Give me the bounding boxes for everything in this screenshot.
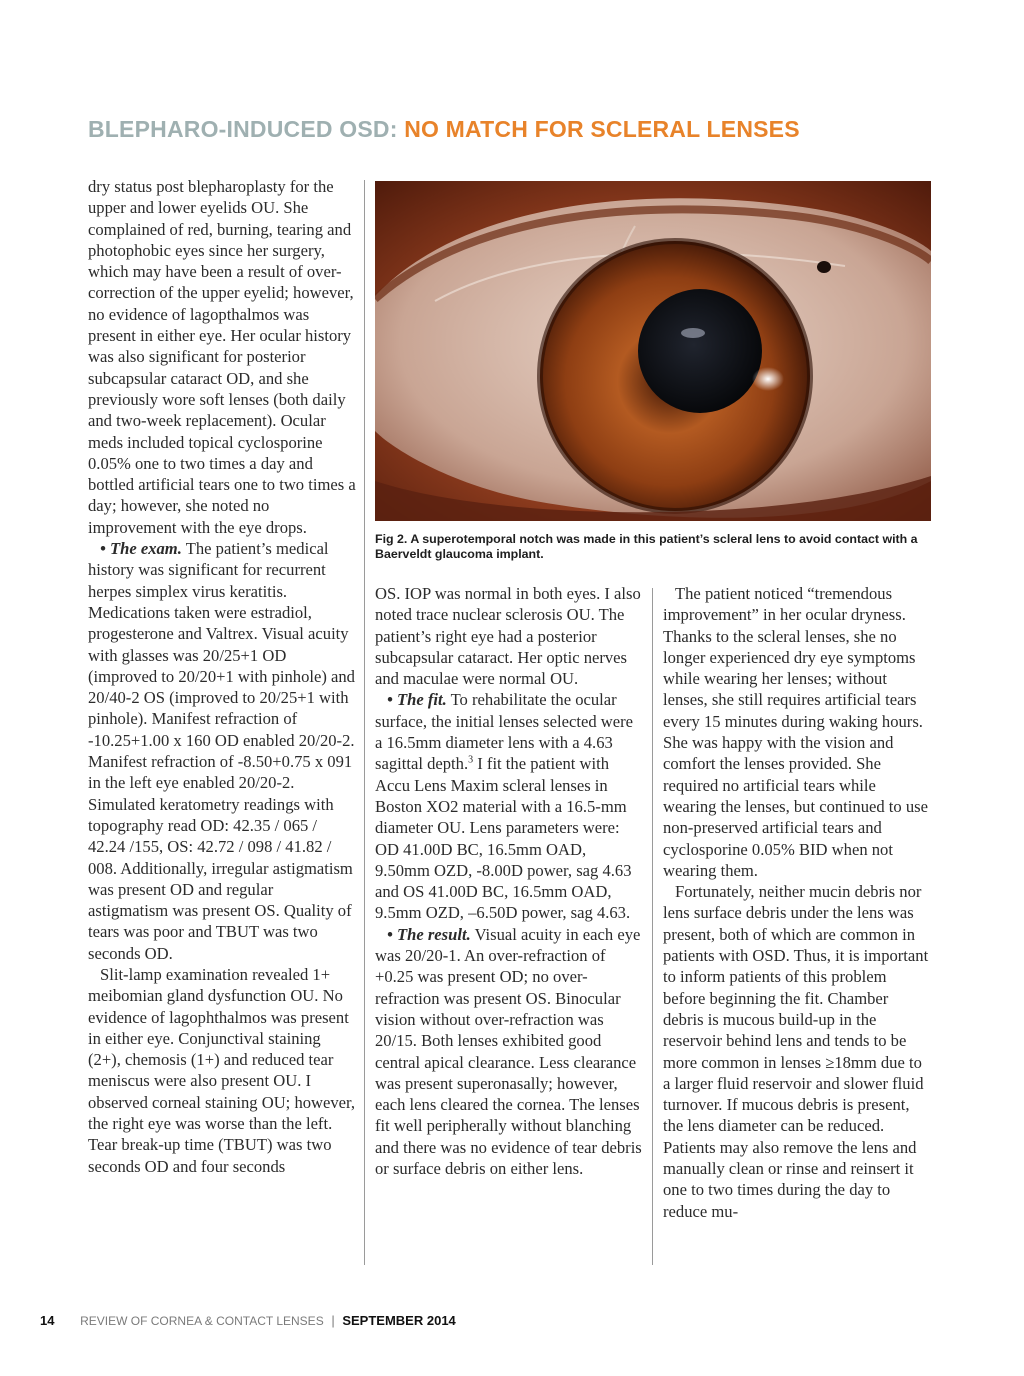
magazine-name: REVIEW OF CORNEA & CONTACT LENSES [80, 1314, 324, 1328]
issue-date: SEPTEMBER 2014 [342, 1313, 456, 1328]
paragraph: Slit-lamp examination revealed 1+ meibomian gland dysfunction OU. No evidence of lagophthalmos was present in either eye. Conjunctival staining (2+), chemosis (1+) and reduced tear meniscus were also present OU. I observed corneal staining OU; however, the right eye was worse than the left. Tear break-up time (TBUT) was two seconds OD and four seconds [88, 964, 356, 1176]
paragraph [88, 538, 356, 964]
eye-photograph [375, 181, 931, 521]
section-lead-exam: • The exam. [100, 539, 182, 559]
paragraph-text: To rehabilitate the ocular surface, the initial lenses selected were a 16.5mm diameter lens with a 4.63 sagittal depth. [375, 690, 634, 774]
paragraph-text: Visual acuity in each eye was 20/20-1. An over-refraction of +0.25 was present OD; no over-refraction was present OS. Binocular vision without over-refraction was 20/15. Both lenses exhibited good central apical clearance. Less clearance was present superonasally; however, each lens cleared the cornea. The lenses fit well peripherally without blanching and there was no evidence of tear debris or surface debris on either lens. [375, 924, 642, 1179]
text-column-3 [663, 583, 933, 1222]
footer-separator: | [331, 1313, 335, 1328]
page-number: 14 [40, 1313, 55, 1328]
header-title-part1: BLEPHARO-INDUCED OSD: [88, 116, 398, 142]
page-footer [40, 1313, 456, 1328]
column-divider [364, 180, 365, 1265]
paragraph: dry status post blepharoplasty for the upper and lower eyelids OU. She complained of red, burning, tearing and photophobic eyes since her surgery, which may have been a result of over-correction of the upper eyelid; however, no evidence of lagopthalmos was present in either eye. Her ocular history was also significant for posterior subcapsular cataract OD, and she previously wore soft lenses (both daily and two-week replacement). Ocular meds included topical cyclosporine 0.05% one to two times a day and bottled artificial tears one to two times a day; however, she noted no improvement with the eye drops. [88, 177, 356, 537]
paragraph-text: I fit the patient with Accu Lens Maxim scleral lenses in Boston XO2 material with a 16.5-mm diameter OU. Lens parameters were: OD 41.00D BC, 16.5mm OAD, 9.50mm OZD, -8.00D power, sag 4.63 and OS 41.00D BC, 16.5mm OAD, 9.5mm OZD, –6.50D power, sag 4.63. [375, 754, 632, 923]
paragraph [375, 689, 643, 923]
figure-caption: Fig 2. A superotemporal notch was made in this patient’s scleral lens to avoid contact with a Baerveldt glaucoma implant. [375, 532, 918, 561]
paragraph: Fortunately, neither mucin debris nor lens surface debris under the lens was present, both of which are common in patients with OSD. Thus, it is important to inform patients of this problem before beginning the fit. Chamber debris is mucous build-up in the reservoir behind lens and tends to be more common in lenses ≥18mm due to a larger fluid reservoir and slower fluid turnover. If mucous debris is present, the lens diameter can be reduced. Patients may also remove the lens and manually clean or rinse and reinsert it one to two times during the day to reduce mu- [663, 882, 929, 1221]
paragraph: The patient noticed “tremendous improvement” in her ocular dryness. Thanks to the scleral lenses, she no longer experienced dry eye symptoms while wearing her lenses; without lenses, she still requires artificial tears every 15 minutes during waking hours. She was happy with the vision and comfort the lenses provided. She required no artificial tears while wearing the lenses, but continued to use non-preserved artificial tears and cyclosporine 0.05% BID when not wearing them. [663, 584, 928, 880]
footnote-reference: 3 [468, 754, 474, 766]
text-column-1 [88, 176, 356, 1177]
header-title-part2: NO MATCH FOR SCLERAL LENSES [404, 116, 800, 142]
section-lead-fit: • The fit. [387, 690, 447, 710]
column-divider [652, 588, 653, 1265]
article-header [88, 116, 968, 143]
section-lead-result: • The result. [387, 924, 471, 944]
paragraph [375, 924, 643, 1180]
paragraph: OS. IOP was normal in both eyes. I also noted trace nuclear sclerosis OU. The patient’s right eye had a posterior subcapsular cataract. Her optic nerves and maculae were normal OU. [375, 584, 641, 689]
text-column-2 [375, 583, 643, 1179]
paragraph-text: The patient’s medical history was significant for recurrent herpes simplex virus keratitis. Medications taken were estradiol, progesterone and Valtrex. Visual acuity with glasses was 20/25+1 OD (improved to 20/20+1 with pinhole) and 20/40-2 OS (improved to 20/25+1 with pinhole). Manifest refraction of -10.25+1.00 x 160 OD enabled 20/20-2. Manifest refraction of -8.50+0.75 x 091 in the left eye enabled 20/20-2. Simulated keratometry readings with topography read OD: 42.35 / 065 / 42.24 /155, OS: 42.72 / 098 / 41.82 / 008. Additionally, irregular astigmatism was present OD and regular astigmatism was present OS. Quality of tears was poor and TBUT was two seconds OD. [88, 539, 355, 963]
